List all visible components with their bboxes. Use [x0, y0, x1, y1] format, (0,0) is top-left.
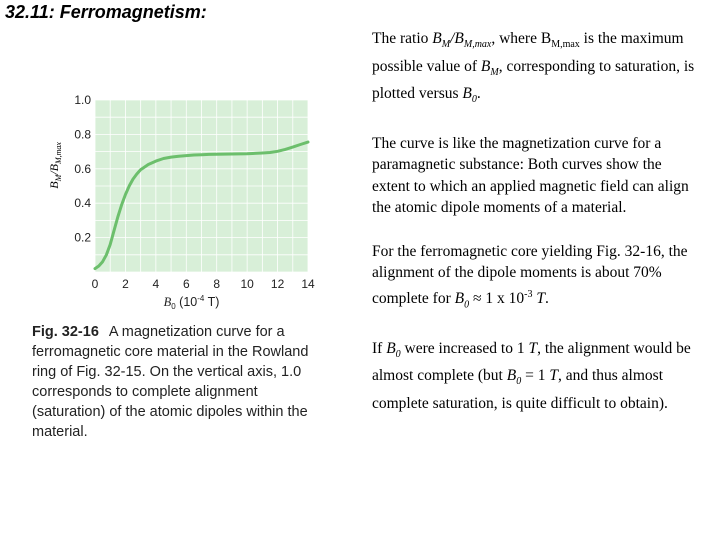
x-tick-label: 12 — [270, 277, 285, 291]
paragraph-saturation: If $B_0$ were increased to 1 T, the alignment would be almost complete (but $B_0 = 1$ T, and thus almost complete saturation, is quite difficult to obtain). — [372, 339, 691, 412]
paragraph-curve: The curve is like the magnetization curve for a paramagnetic substance: Both curves show the extent to which an applied magnetic field can align the atomic dipole moments of a material. — [372, 134, 689, 217]
y-tick-label: 0.2 — [74, 230, 91, 245]
figure-label: Fig. 32-16 — [32, 324, 99, 340]
y-axis-label: $B_M/B_{M,max}$ — [47, 142, 63, 189]
magnetization-chart — [40, 92, 330, 311]
x-tick-label: 14 — [301, 277, 315, 291]
y-tick-label: 0.8 — [74, 127, 91, 142]
y-tick-labels — [74, 93, 91, 245]
x-tick-label: 0 — [91, 277, 99, 291]
figure-caption-text: A magnetization curve for a ferromagnetic core material in the Rowland ring of Fig. 32-15. On the vertical axis, 1.0 corresponds to complete alignment (saturation) of the atomic dipoles within the material. — [32, 324, 309, 440]
y-tick-label: 0.6 — [74, 161, 91, 176]
y-tick-label: 1.0 — [74, 93, 91, 107]
page-title: 32.11: Ferromagnetism: — [5, 2, 207, 22]
body-text — [372, 28, 702, 436]
x-tick-label: 8 — [213, 277, 221, 291]
y-tick-label: 0.4 — [74, 196, 91, 211]
x-tick-labels — [92, 277, 315, 291]
x-tick-label: 10 — [240, 277, 254, 291]
paragraph-alignment: For the ferromagnetic core yielding Fig. 32-16, the alignment of the dipole moments is about 70% complete for $B_0 \approx 1$ x $10^{-3}$ T. — [372, 242, 688, 311]
figure-caption — [32, 322, 332, 442]
x-tick-label: 6 — [182, 277, 190, 291]
x-tick-label: 2 — [122, 277, 129, 291]
paragraph-ratio: The ratio $B_M/B_{M,max}$, where $B_{M,max}$ is the maximum possible value of $B_M$, corresponding to saturation, is plotted versus $B_0$. — [372, 30, 695, 106]
x-tick-label: 4 — [152, 277, 160, 291]
x-axis-label: $B_0$ ($10^{-4}$ T) — [163, 294, 220, 311]
